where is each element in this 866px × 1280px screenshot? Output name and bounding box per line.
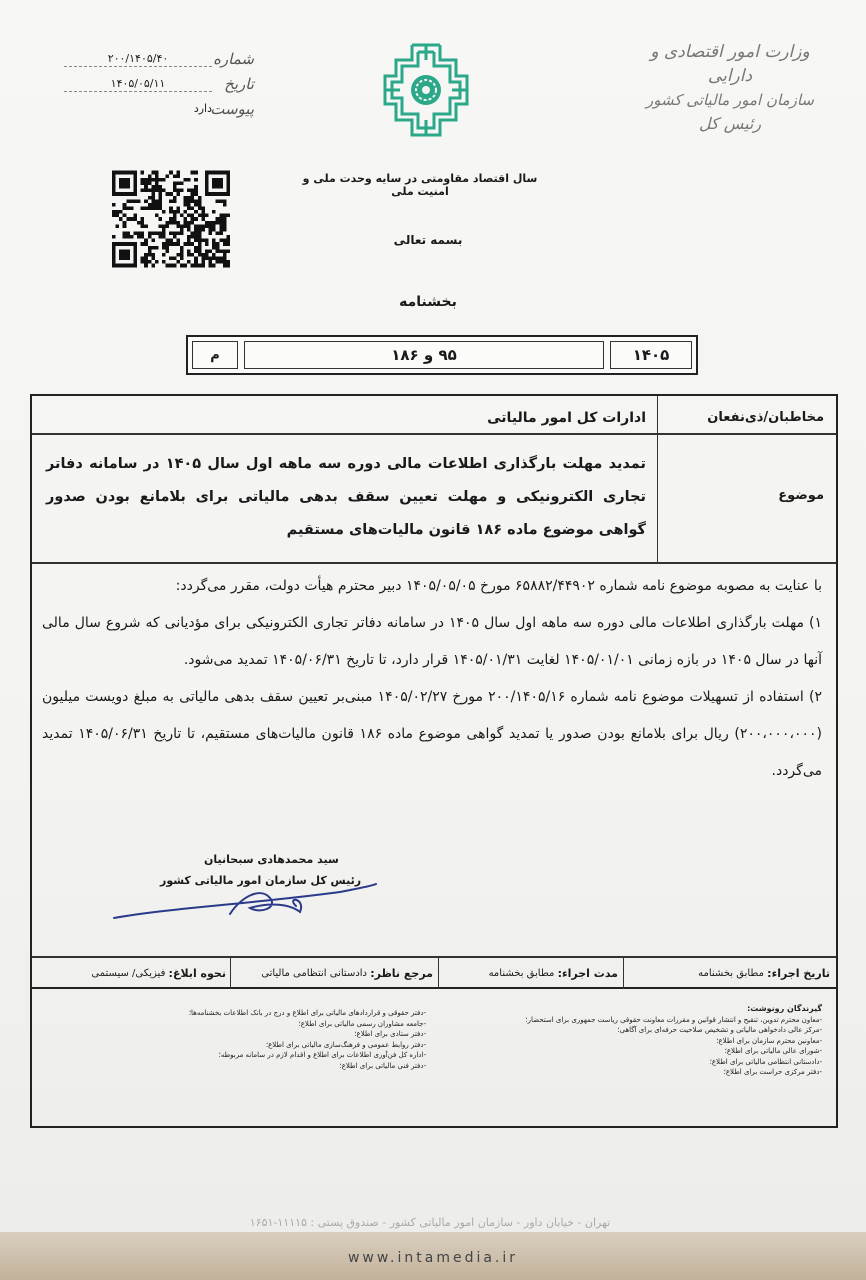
circular-suffix: م bbox=[192, 341, 238, 369]
cc-item: -دفتر فنی مالیاتی برای اطلاع؛ bbox=[339, 1061, 426, 1070]
cc-item: -جامعه مشاوران رسمی مالیاتی برای اطلاع؛ bbox=[298, 1019, 426, 1028]
cc-item: -معاونین محترم سازمان برای اطلاع؛ bbox=[716, 1036, 822, 1045]
circular-main-table bbox=[30, 394, 838, 989]
signatory-title: رئیس کل سازمان امور مالیاتی کشور bbox=[160, 874, 362, 887]
circular-year: ۱۴۰۵ bbox=[610, 341, 692, 369]
letter-meta bbox=[58, 50, 254, 125]
attachment-row bbox=[58, 100, 254, 125]
document-type: بخشنامه bbox=[399, 294, 457, 310]
cc-item: -دفتر مرکزی حراست برای اطلاع؛ bbox=[723, 1068, 822, 1076]
cc-recipients-left bbox=[56, 1008, 426, 1071]
body-item-1: ۱) مهلت بارگذاری اطلاعات مالی دوره سه ماهه اول سال ۱۴۰۵ در سامانه دفاتر تجاری الکترونیکی برای مؤدیانی که شروع سال مالی آنها در سال ۱۴۰۵ در بازه زمانی ۱۴۰۵/۰۱/۰۱ لغایت ۱۴۰۵/۰۱/۳۱ قرار دارد، تا تاریخ ۱۴۰۵/۰۶/۳۱ تمدید می‌شود. bbox=[42, 615, 822, 668]
organization-address: تهران - خیابان داور - سازمان امور مالیاتی کشور - صندوق پستی : ۱۱۱۱۵-۱۶۵۱ bbox=[249, 1216, 611, 1229]
office-title: رئیس کل bbox=[698, 114, 762, 133]
circular-numbers: ۹۵ و ۱۸۶ bbox=[244, 341, 604, 369]
cc-item: -اداره کل فن‌آوری اطلاعات برای اطلاع و اقدام لازم در سامانه مربوطه؛ bbox=[218, 1051, 426, 1059]
notify-value: فیزیکی/ سیستمی bbox=[91, 967, 166, 979]
cc-recipients-box bbox=[30, 988, 838, 1128]
cc-label: گیرندگان رونوشت: bbox=[747, 1004, 822, 1013]
supervisor-cell bbox=[235, 957, 433, 989]
duration-cell bbox=[443, 957, 618, 989]
basmala: بسمه تعالی bbox=[393, 233, 463, 247]
cc-item: -معاون محترم تدوین، تنقیح و انتشار قوانین و مقررات معاونت حقوقی ریاست جمهوری برای استحضار؛ bbox=[525, 1015, 822, 1024]
cc-item: -دفتر ستادی برای اطلاع؛ bbox=[354, 1030, 426, 1038]
body-intro: با عنایت به مصوبه موضوع نامه شماره ۶۵۸۸۲/۴۴۹۰۲ مورخ ۱۴۰۵/۰۵/۰۵ دبیر محترم هیأت دولت، مقرر می‌گردد: bbox=[175, 578, 822, 594]
duration-value: مطابق بخشنامه bbox=[488, 967, 555, 979]
circular-number-box bbox=[186, 335, 698, 375]
addressees-label: مخاطبان/ذی‌نفعان bbox=[707, 410, 824, 425]
addressees-value: ادارات کل امور مالیاتی bbox=[487, 410, 646, 426]
attachment-label: پیوست bbox=[210, 100, 254, 118]
letter-date-value: ۱۴۰۵/۰۵/۱۱ bbox=[64, 77, 212, 92]
exec-date-value: مطابق بخشنامه bbox=[698, 967, 764, 979]
letter-number-value: ۲۰۰/۱۴۰۵/۴۰ bbox=[64, 52, 212, 67]
organization-name: سازمان امور مالیاتی کشور bbox=[646, 91, 814, 109]
exec-date-cell bbox=[630, 957, 830, 989]
supervisor-label: مرجع ناظر: bbox=[370, 966, 433, 980]
notify-cell bbox=[34, 957, 226, 989]
ministry-name: وزارت امور اقتصادی و دارایی bbox=[650, 42, 810, 86]
duration-label: مدت اجراء: bbox=[557, 966, 618, 980]
notify-label: نحوه ابلاغ: bbox=[168, 966, 226, 980]
tax-organization-logo-icon bbox=[382, 42, 470, 138]
supervisor-value: دادستانی انتظامی مالیاتی bbox=[261, 967, 368, 979]
cc-recipients-right bbox=[452, 1004, 822, 1078]
cc-item: -شورای عالی مالیاتی برای اطلاع؛ bbox=[724, 1047, 822, 1055]
letter-date-row bbox=[58, 75, 254, 100]
letter-date-label: تاریخ bbox=[224, 75, 254, 93]
attachment-value: دارد bbox=[193, 102, 212, 115]
year-slogan: سال اقتصاد مقاومتی در سایه وحدت ملی و امنیت ملی bbox=[302, 172, 538, 198]
handwritten-signature-icon bbox=[110, 878, 380, 926]
circular-body bbox=[42, 568, 822, 790]
website-link[interactable]: www.intamedia.ir bbox=[347, 1250, 519, 1266]
website-banner bbox=[0, 1232, 866, 1280]
cc-item: -دادستانی انتظامی مالیاتی برای اطلاع؛ bbox=[709, 1057, 822, 1066]
subject-label: موضوع bbox=[778, 488, 824, 503]
subject-text: تمدید مهلت بارگذاری اطلاعات مالی دوره سه ماهه اول سال ۱۴۰۵ در سامانه دفاتر تجاری الکترونیکی و مهلت تعیین سقف بدهی مالیاتی برای بلامانع بودن صدور گواهی موضوع ماده ۱۸۶ قانون مالیات‌های مستقیم bbox=[46, 456, 646, 538]
cc-item: -دفتر روابط عمومی و فرهنگ‌سازی مالیاتی برای اطلاع؛ bbox=[265, 1040, 426, 1049]
cc-item: -مرکز عالی دادخواهی مالیاتی و تشخیص صلاحیت حرفه‌ای برای آگاهی؛ bbox=[617, 1026, 822, 1034]
qr-code-icon bbox=[112, 170, 230, 268]
exec-date-label: تاریخ اجراء: bbox=[767, 966, 830, 980]
body-item-2: ۲) استفاده از تسهیلات موضوع نامه شماره ۲۰۰/۱۴۰۵/۱۶ مورخ ۱۴۰۵/۰۲/۲۷ مبنی‌بر تعیین سقف بدهی مالیاتی به مبلغ دویست میلیون (۲۰۰،۰۰۰،۰۰۰) ریال برای بلامانع بودن صدور یا تمدید گواهی موضوع ماده ۱۸۶ قانون مالیات‌های مستقیم، تا تاریخ ۱۴۰۵/۰۶/۳۱ تمدید می‌گردد. bbox=[42, 689, 822, 779]
cc-item: -دفتر حقوقی و قراردادهای مالیاتی برای اطلاع و درج در بانک اطلاعات بخشنامه‌ها؛ bbox=[188, 1009, 426, 1017]
ministry-letterhead bbox=[630, 40, 830, 136]
signatory-name: سید محمدهادی سبحانیان bbox=[204, 853, 339, 866]
letter-number-label: شماره bbox=[213, 50, 254, 68]
letter-number-row bbox=[58, 50, 254, 75]
